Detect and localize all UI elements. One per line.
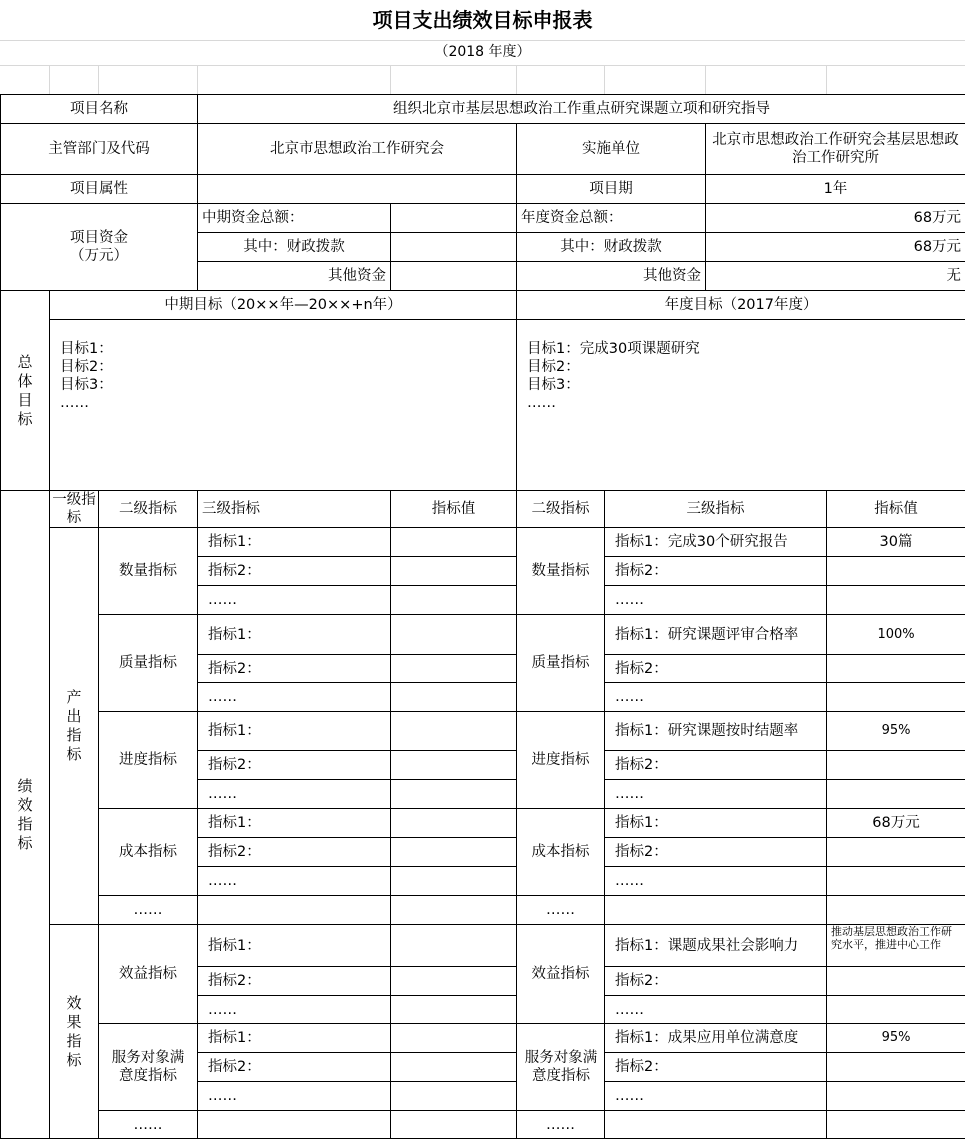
row-qty-1	[1, 528, 965, 557]
satisfaction-annual-more[interactable]: ……	[605, 1082, 827, 1111]
benefit-annual-val2[interactable]	[827, 967, 965, 996]
grid-line	[0, 40, 965, 41]
effect-more-annual-ind[interactable]	[605, 1111, 827, 1139]
quality-annual-ind1[interactable]: 指标1：研究课题评审合格率	[605, 615, 827, 655]
progress-mid-ind2[interactable]: 指标2：	[198, 751, 391, 780]
qty-mid-ind2[interactable]: 指标2：	[198, 557, 391, 586]
mid-other-value[interactable]	[391, 262, 517, 291]
benefit-mid-ind2[interactable]: 指标2：	[198, 967, 391, 996]
progress-label-mid: 进度指标	[99, 712, 198, 809]
cost-mid-val1[interactable]	[391, 809, 517, 838]
mid-goals-cell[interactable]	[50, 320, 517, 491]
grid-line	[705, 65, 706, 94]
dept-label: 主管部门及代码	[1, 124, 198, 175]
effect-more-annual-val[interactable]	[827, 1111, 965, 1139]
satisfaction-mid-val1[interactable]	[391, 1024, 517, 1053]
quality-annual-val2[interactable]	[827, 655, 965, 683]
benefit-annual-val1[interactable]	[827, 925, 965, 967]
mid-fiscal-value[interactable]	[391, 233, 517, 262]
satisfaction-label-annual	[517, 1024, 605, 1111]
output-index-label-text: 产出指标	[66, 688, 82, 763]
level2-header-mid: 二级指标	[99, 491, 198, 528]
quality-mid-more[interactable]: ……	[198, 683, 391, 712]
output-more-mid-val[interactable]	[391, 896, 517, 925]
satisfaction-annual-val2[interactable]	[827, 1053, 965, 1082]
effect-more-mid[interactable]: ……	[99, 1111, 198, 1139]
row-dept	[1, 124, 965, 175]
impl-unit-value[interactable]: 北京市思想政治工作研究会基层思想政治工作研究所	[706, 124, 965, 175]
effect-more-annual[interactable]: ……	[517, 1111, 605, 1139]
qty-annual-val3[interactable]	[827, 586, 965, 615]
mid-goal-more: ……	[60, 395, 89, 411]
output-more-annual[interactable]: ……	[517, 896, 605, 925]
overall-goal-label-text: 总体目标	[17, 352, 33, 428]
cost-mid-val3[interactable]	[391, 867, 517, 896]
grid-line	[98, 65, 99, 94]
mid-fiscal-label: 其中：财政拨款	[198, 233, 391, 262]
cost-mid-ind1[interactable]: 指标1：	[198, 809, 391, 838]
annual-total-label: 年度资金总额：	[517, 204, 706, 233]
project-attr-value[interactable]	[198, 175, 517, 204]
row-goals	[1, 320, 965, 491]
qty-annual-val1[interactable]: 30篇	[827, 528, 965, 557]
annual-goals-cell[interactable]	[517, 320, 965, 491]
benefit-annual-val1-text: 推动基层思想政治工作研究水平，推进中心工作	[831, 925, 953, 951]
progress-annual-more[interactable]: ……	[605, 780, 827, 809]
form-subtitle: （2018 年度）	[434, 44, 531, 60]
quality-mid-val2[interactable]	[391, 655, 517, 683]
benefit-label-mid: 效益指标	[99, 925, 198, 1024]
mid-goal-1: 目标1：	[60, 341, 113, 357]
qty-mid-ind1[interactable]: 指标1：	[198, 528, 391, 557]
mid-other-label: 其他资金	[198, 262, 391, 291]
row-funds-total	[1, 204, 965, 233]
cost-annual-val1[interactable]: 68万元	[827, 809, 965, 838]
grid-line	[604, 65, 605, 94]
perf-index-label-text: 绩效指标	[17, 776, 33, 852]
level3-header-mid: 三级指标	[198, 491, 391, 528]
satisfaction-annual-val3[interactable]	[827, 1082, 965, 1111]
cost-annual-more[interactable]: ……	[605, 867, 827, 896]
progress-mid-val2[interactable]	[391, 751, 517, 780]
cost-label-annual: 成本指标	[517, 809, 605, 896]
satisfaction-mid-ind1[interactable]: 指标1：	[198, 1024, 391, 1053]
annual-other-value[interactable]: 无	[706, 262, 965, 291]
annual-total-value[interactable]: 68万元	[706, 204, 965, 233]
qty-label-annual: 数量指标	[517, 528, 605, 615]
annual-goal-2: 目标2：	[527, 359, 580, 375]
qty-annual-more[interactable]: ……	[605, 586, 827, 615]
row-cost-1	[1, 809, 965, 838]
mid-goal-header: 中期目标（20××年—20××+n年）	[50, 291, 517, 320]
satisfaction-label-mid	[99, 1024, 198, 1111]
project-name-value[interactable]: 组织北京市基层思想政治工作重点研究课题立项和研究指导	[198, 95, 965, 124]
output-index-label	[50, 528, 99, 925]
dept-value[interactable]: 北京市思想政治工作研究会	[198, 124, 517, 175]
row-progress-1	[1, 712, 965, 751]
satisfaction-mid-val2[interactable]	[391, 1053, 517, 1082]
mid-total-value[interactable]	[391, 204, 517, 233]
performance-form-table	[0, 94, 965, 1139]
row-project-name	[1, 95, 965, 124]
progress-annual-val3[interactable]	[827, 780, 965, 809]
level2-header-annual: 二级指标	[517, 491, 605, 528]
satisfaction-label-annual-text: 服务对象满意度指标	[524, 1050, 598, 1084]
grid-line	[197, 65, 198, 94]
mid-goal-3: 目标3：	[60, 377, 113, 393]
benefit-label-annual: 效益指标	[517, 925, 605, 1024]
overall-goal-label	[1, 291, 50, 491]
satisfaction-label-mid-text: 服务对象满意度指标	[111, 1050, 185, 1084]
quality-label-annual: 质量指标	[517, 615, 605, 712]
effect-index-label-text: 效果指标	[66, 993, 82, 1069]
row-index-headers	[1, 491, 965, 528]
progress-mid-more[interactable]: ……	[198, 780, 391, 809]
output-more-mid-ind[interactable]	[198, 896, 391, 925]
cost-annual-val3[interactable]	[827, 867, 965, 896]
benefit-mid-val2[interactable]	[391, 967, 517, 996]
output-more-annual-val[interactable]	[827, 896, 965, 925]
qty-mid-more[interactable]: ……	[198, 586, 391, 615]
benefit-annual-val3[interactable]	[827, 996, 965, 1024]
cost-annual-ind2[interactable]: 指标2：	[605, 838, 827, 867]
grid-line	[516, 65, 517, 94]
qty-label-mid: 数量指标	[99, 528, 198, 615]
benefit-annual-ind2[interactable]: 指标2：	[605, 967, 827, 996]
benefit-annual-ind1[interactable]: 指标1：课题成果社会影响力	[605, 925, 827, 967]
progress-mid-val1[interactable]	[391, 712, 517, 751]
project-name-label: 项目名称	[1, 95, 198, 124]
qty-annual-ind1[interactable]: 指标1：完成30个研究报告	[605, 528, 827, 557]
cost-mid-ind2[interactable]: 指标2：	[198, 838, 391, 867]
form-title: 项目支出绩效目标申报表	[372, 8, 593, 32]
annual-other-label: 其他资金	[517, 262, 706, 291]
progress-annual-ind1[interactable]: 指标1：研究课题按时结题率	[605, 712, 827, 751]
quality-annual-more[interactable]: ……	[605, 683, 827, 712]
cost-label-mid: 成本指标	[99, 809, 198, 896]
row-output-more	[1, 896, 965, 925]
mid-goal-2: 目标2：	[60, 359, 113, 375]
progress-annual-val1[interactable]: 95%	[827, 712, 965, 751]
cost-mid-more[interactable]: ……	[198, 867, 391, 896]
funds-label	[1, 204, 198, 291]
output-more-mid[interactable]: ……	[99, 896, 198, 925]
mid-total-label: 中期资金总额：	[198, 204, 391, 233]
project-period-value[interactable]: 1年	[706, 175, 965, 204]
annual-fiscal-label: 其中：财政拨款	[517, 233, 706, 262]
benefit-mid-more[interactable]: ……	[198, 996, 391, 1024]
level1-header: 一级指标	[50, 491, 99, 528]
annual-fiscal-value[interactable]: 68万元	[706, 233, 965, 262]
annual-goal-header: 年度目标（2017年度）	[517, 291, 965, 320]
level3-header-annual: 三级指标	[605, 491, 827, 528]
row-satisfaction-1	[1, 1024, 965, 1053]
row-quality-1	[1, 615, 965, 655]
project-period-label: 项目期	[517, 175, 706, 204]
quality-mid-ind1[interactable]: 指标1：	[198, 615, 391, 655]
project-attr-label: 项目属性	[1, 175, 198, 204]
impl-unit-label: 实施单位	[517, 124, 706, 175]
satisfaction-annual-ind1[interactable]: 指标1：成果应用单位满意度	[605, 1024, 827, 1053]
satisfaction-mid-val3[interactable]	[391, 1082, 517, 1111]
row-goal-headers	[1, 291, 965, 320]
quality-annual-val3[interactable]	[827, 683, 965, 712]
row-effect-more	[1, 1111, 965, 1139]
qty-mid-val1[interactable]	[391, 528, 517, 557]
grid-line	[390, 65, 391, 94]
progress-annual-ind2[interactable]: 指标2：	[605, 751, 827, 780]
effect-index-label	[50, 925, 99, 1139]
satisfaction-annual-val1[interactable]: 95%	[827, 1024, 965, 1053]
progress-annual-val2[interactable]	[827, 751, 965, 780]
progress-mid-val3[interactable]	[391, 780, 517, 809]
cost-annual-ind1[interactable]: 指标1：	[605, 809, 827, 838]
effect-more-mid-val[interactable]	[391, 1111, 517, 1139]
perf-index-label	[1, 491, 50, 1139]
qty-annual-val2[interactable]	[827, 557, 965, 586]
quality-annual-val1[interactable]: 100%	[827, 615, 965, 655]
qty-annual-ind2[interactable]: 指标2：	[605, 557, 827, 586]
quality-mid-val1[interactable]	[391, 615, 517, 655]
annual-goal-more: ……	[527, 395, 557, 411]
benefit-mid-ind1[interactable]: 指标1：	[198, 925, 391, 967]
row-attr	[1, 175, 965, 204]
cost-mid-val2[interactable]	[391, 838, 517, 867]
benefit-mid-val3[interactable]	[391, 996, 517, 1024]
qty-mid-val3[interactable]	[391, 586, 517, 615]
satisfaction-annual-ind2[interactable]: 指标2：	[605, 1053, 827, 1082]
value-header-annual: 指标值	[827, 491, 965, 528]
progress-label-annual: 进度指标	[517, 712, 605, 809]
grid-line	[826, 65, 827, 94]
benefit-annual-more[interactable]: ……	[605, 996, 827, 1024]
grid-line	[49, 65, 50, 94]
benefit-mid-val1[interactable]	[391, 925, 517, 967]
satisfaction-mid-more[interactable]: ……	[198, 1082, 391, 1111]
output-more-annual-ind[interactable]	[605, 896, 827, 925]
quality-annual-ind2[interactable]: 指标2：	[605, 655, 827, 683]
quality-mid-val3[interactable]	[391, 683, 517, 712]
quality-mid-ind2[interactable]: 指标2：	[198, 655, 391, 683]
progress-mid-ind1[interactable]: 指标1：	[198, 712, 391, 751]
effect-more-mid-ind[interactable]	[198, 1111, 391, 1139]
annual-goal-1: 目标1：完成30项课题研究	[527, 341, 700, 357]
satisfaction-mid-ind2[interactable]: 指标2：	[198, 1053, 391, 1082]
annual-goal-3: 目标3：	[527, 377, 580, 393]
qty-mid-val2[interactable]	[391, 557, 517, 586]
quality-label-mid: 质量指标	[99, 615, 198, 712]
funds-label-text: 项目资金（万元）	[70, 230, 128, 264]
grid-line	[0, 65, 965, 66]
cost-annual-val2[interactable]	[827, 838, 965, 867]
value-header-mid: 指标值	[391, 491, 517, 528]
row-benefit-1	[1, 925, 965, 967]
